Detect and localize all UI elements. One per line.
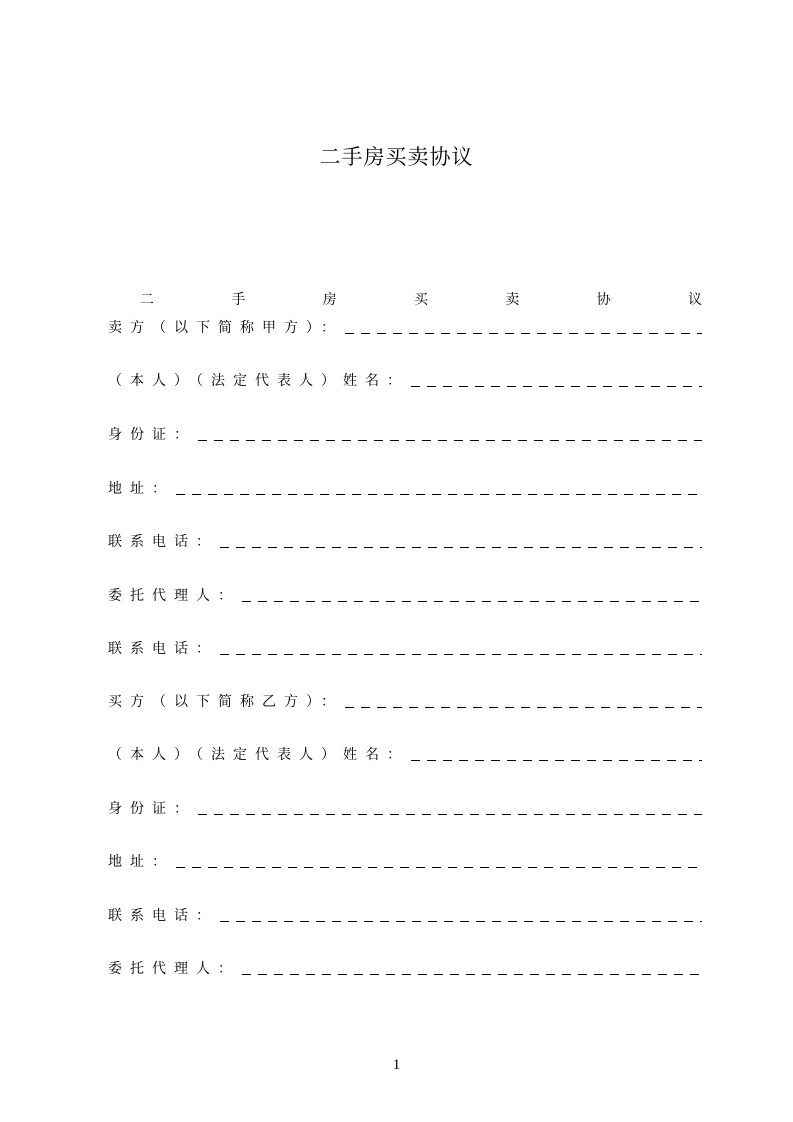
seller-address-blank xyxy=(176,481,702,495)
page-number: 1 xyxy=(392,1057,401,1073)
seller-id-line xyxy=(108,423,702,445)
seller-id-label: 身份证： xyxy=(108,427,196,443)
seller-agent-blank xyxy=(242,588,702,602)
seller-agent-label: 委托代理人： xyxy=(108,588,240,604)
seller-phone-label: 联系电话： xyxy=(108,534,218,550)
buyer-id-label: 身份证： xyxy=(108,801,196,817)
seller-name-blank xyxy=(411,373,702,387)
buyer-address-line xyxy=(108,850,702,872)
spread-heading xyxy=(108,290,702,310)
seller-phone-line xyxy=(108,530,702,552)
seller-agent-line xyxy=(108,584,702,606)
buyer-agent-blank xyxy=(242,961,702,975)
buyer-id-blank xyxy=(198,801,702,815)
heading-char: 协 xyxy=(596,292,611,308)
buyer-agent-label: 委托代理人： xyxy=(108,961,240,977)
buyer-address-blank xyxy=(176,854,702,868)
heading-char: 二 xyxy=(140,292,154,308)
seller-line xyxy=(108,316,702,338)
heading-char: 议 xyxy=(687,292,702,308)
heading-char: 手 xyxy=(231,292,246,308)
seller-agent-phone-blank xyxy=(220,641,702,655)
seller-name-label: （本人）（法定代表人）姓名： xyxy=(108,373,409,389)
seller-agent-phone-line xyxy=(108,637,702,659)
buyer-name-blank xyxy=(411,747,702,761)
buyer-phone-blank xyxy=(220,908,702,922)
buyer-agent-line xyxy=(108,957,702,979)
buyer-phone-label: 联系电话： xyxy=(108,908,218,924)
page-title: 二手房买卖协议 xyxy=(319,145,474,169)
buyer-line xyxy=(108,690,702,712)
seller-phone-blank xyxy=(220,534,702,548)
heading-char: 房 xyxy=(322,292,337,308)
buyer-id-line xyxy=(108,797,702,819)
heading-char: 买 xyxy=(413,292,428,308)
seller-agent-phone-label: 联系电话： xyxy=(108,641,218,657)
seller-blank xyxy=(345,320,702,334)
buyer-name-label: （本人）（法定代表人）姓名： xyxy=(108,747,409,763)
seller-address-label: 地址： xyxy=(108,481,174,497)
seller-address-line xyxy=(108,477,702,499)
seller-label: 卖方（以下简称甲方）： xyxy=(108,320,343,336)
buyer-label: 买方（以下简称乙方）： xyxy=(108,694,343,710)
seller-id-blank xyxy=(198,427,702,441)
buyer-name-line xyxy=(108,743,702,765)
buyer-blank xyxy=(345,694,702,708)
seller-name-line xyxy=(108,369,702,391)
heading-char: 卖 xyxy=(505,292,520,308)
buyer-phone-line xyxy=(108,904,702,926)
buyer-address-label: 地址： xyxy=(108,854,174,870)
